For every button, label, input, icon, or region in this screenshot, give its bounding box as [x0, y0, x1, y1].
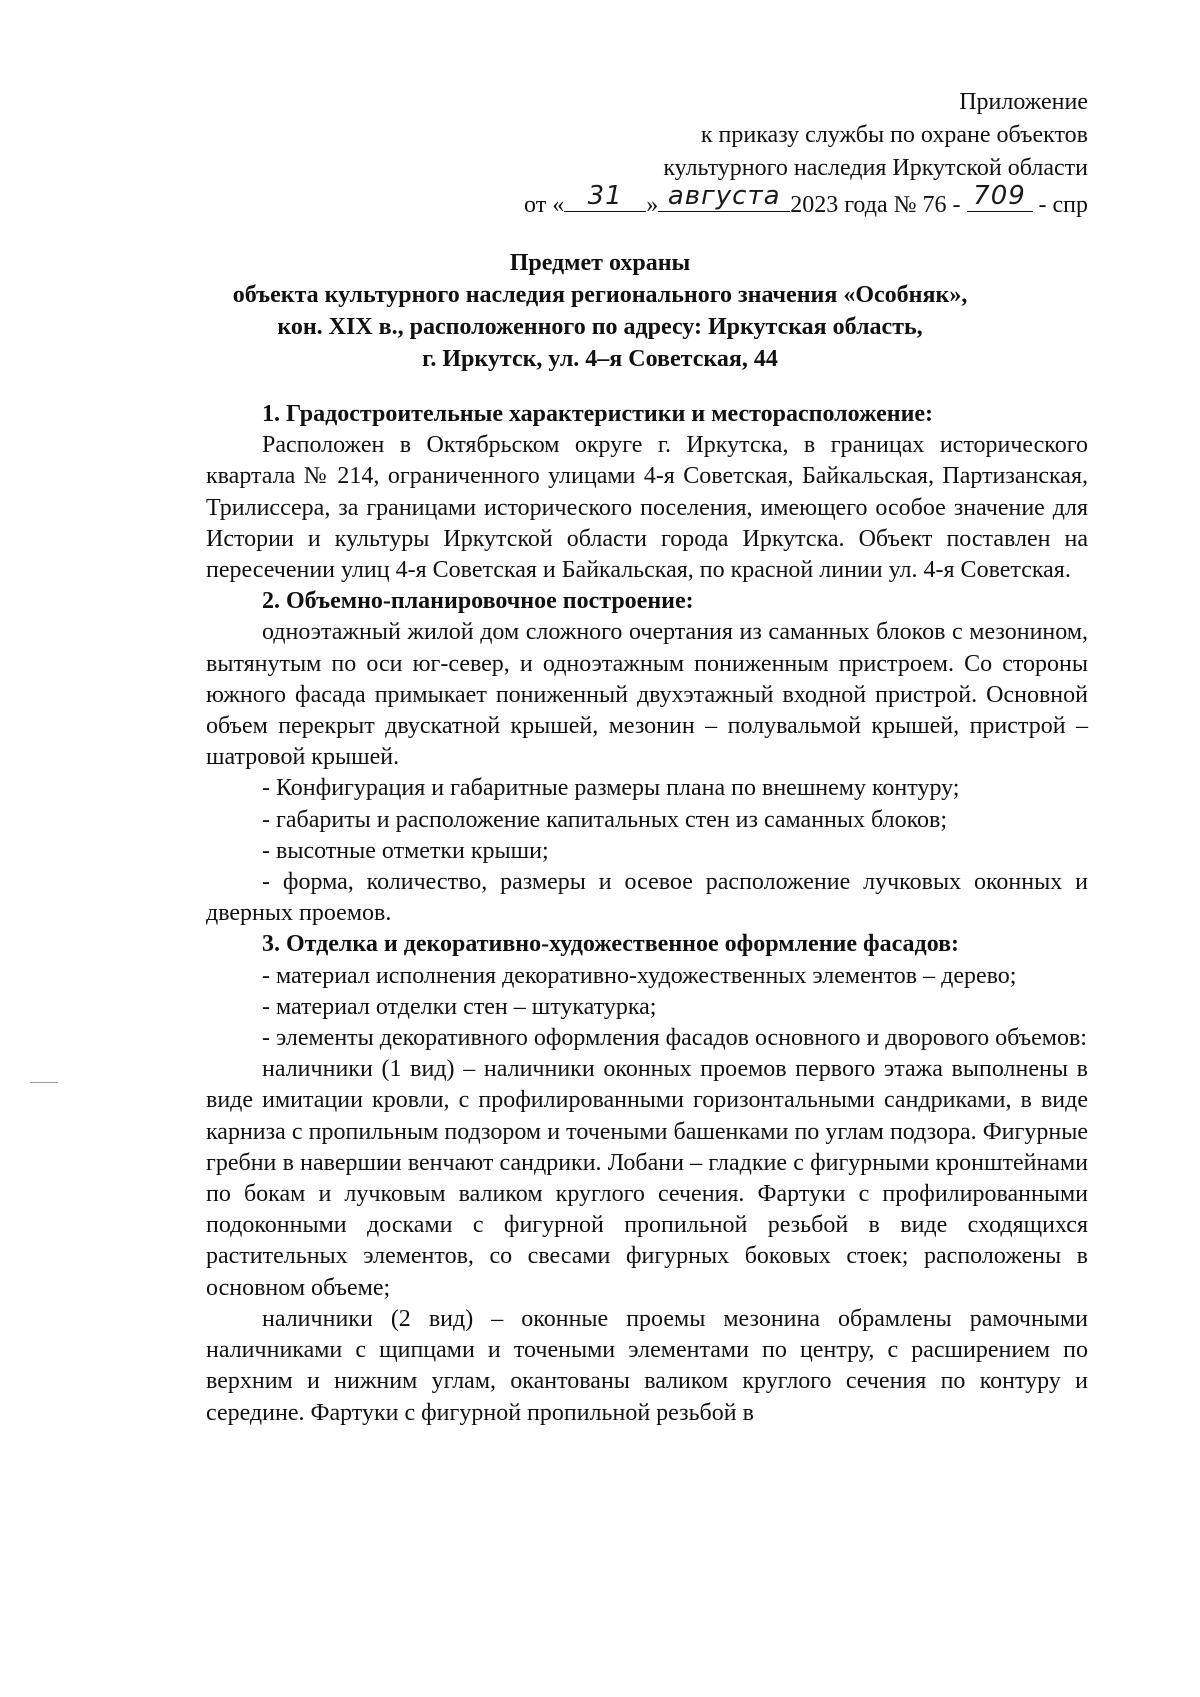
title-line-4: г. Иркутск, ул. 4–я Советская, 44 — [422, 346, 778, 372]
date-prefix: от « — [524, 192, 565, 218]
section-2-item-3: - высотные отметки крыши; — [262, 837, 549, 864]
section-2-heading: 2. Объемно-планировочное построение: — [262, 588, 694, 615]
section-3-item-3: - элементы декоративного оформления фасадов основного и дворового объемов: — [262, 1025, 1087, 1052]
section-3-item-2: - материал отделки стен – штукатурка; — [262, 993, 657, 1020]
handwritten-month-text: августа — [667, 181, 781, 211]
handwritten-day — [564, 181, 646, 212]
document-body — [206, 399, 1088, 1429]
number-suffix: - спр — [1038, 192, 1088, 218]
handwritten-month — [658, 181, 790, 212]
section-3-item-1: - материал исполнения декоративно-художественных элементов – дерево; — [262, 962, 1017, 989]
section-3-heading: 3. Отделка и декоративно-художественное оформление фасадов: — [262, 931, 960, 958]
order-line-1: к приказу службы по охране объектов — [700, 122, 1088, 148]
order-line-2: культурного наследия Иркутской области — [663, 155, 1088, 181]
year-and-number-prefix: 2023 года № 76 - — [790, 192, 961, 218]
title-line-2: объекта культурного наследия регионального значения «Особняк», — [232, 282, 968, 308]
handwritten-number-text: 709 — [973, 181, 1026, 211]
title-line-1: Предмет охраны — [509, 250, 691, 276]
section-1-heading: 1. Градостроительные характеристики и месторасположение: — [262, 401, 934, 427]
handwritten-number — [967, 181, 1033, 212]
section-2-item-2: - габариты и расположение капитальных стен из саманных блоков; — [262, 806, 948, 833]
date-mid: » — [646, 192, 659, 218]
scan-artifact-line — [30, 1082, 58, 1083]
section-1-text: Расположен в Октябрьском округе г. Иркутска, в границах исторического квартала № 214, ограниченного улицами 4-я Советская, Байкальская, Партизанская, Трилиссера, за границами исторического поселения, имеющего особое значение для Истории и культуры Иркутской области города Иркутска. Объект поставлен на пересечении улиц 4-я Советская и Байкальская, по красной линии ул. 4-я Советская. — [206, 432, 1088, 584]
document-title — [150, 247, 1050, 375]
appendix-label: Приложение — [959, 89, 1088, 115]
section-3-paragraph-2: наличники (2 вид) – оконные проемы мезонина обрамлены рамочными наличниками с щипцами и точеными элементами по центру, с расширением по верхним и нижним углам, окантованы валиком круглого сечения по контуру и середине. Фартуки с фигурной пропильной резьбой в — [206, 1305, 1088, 1426]
section-2-item-4: - форма, количество, размеры и осевое расположение лучковых оконных и дверных проемов. — [206, 869, 1088, 927]
order-date-line — [524, 181, 1088, 222]
section-2-item-1: - Конфигурация и габаритные размеры плана по внешнему контуру; — [262, 775, 960, 802]
appendix-header — [524, 86, 1088, 222]
section-3-paragraph-1: наличники (1 вид) – наличники оконных проемов первого этажа выполнены в виде имитации кровли, с профилированными горизонтальными сандриками, в виде карниза с пропильным подзором и точеными башенками по углам подзора. Фигурные гребни в навершии венчают сандрики. Лобани – гладкие с фигурными кронштейнами по бокам и лучковым валиком круглого сечения. Фартуки с профилированными подоконными досками с фигурной пропильной резьбой в виде сходящихся растительных элементов, со свесами фигурных боковых стоек; расположены в основном объеме; — [206, 1056, 1088, 1301]
handwritten-day-text: 31 — [587, 181, 623, 211]
section-2-text: одноэтажный жилой дом сложного очертания из саманных блоков с мезонином, вытянутым по оси юг-север, и одноэтажным пониженным пристроем. Со стороны южного фасада примыкает пониженный двухэтажный входной пристрой. Основной объем перекрыт двускатной крышей, мезонин – полувальмой крышей, пристрой – шатровой крышей. — [206, 619, 1088, 771]
title-line-3: кон. XIX в., расположенного по адресу: Иркутская область, — [277, 314, 923, 340]
